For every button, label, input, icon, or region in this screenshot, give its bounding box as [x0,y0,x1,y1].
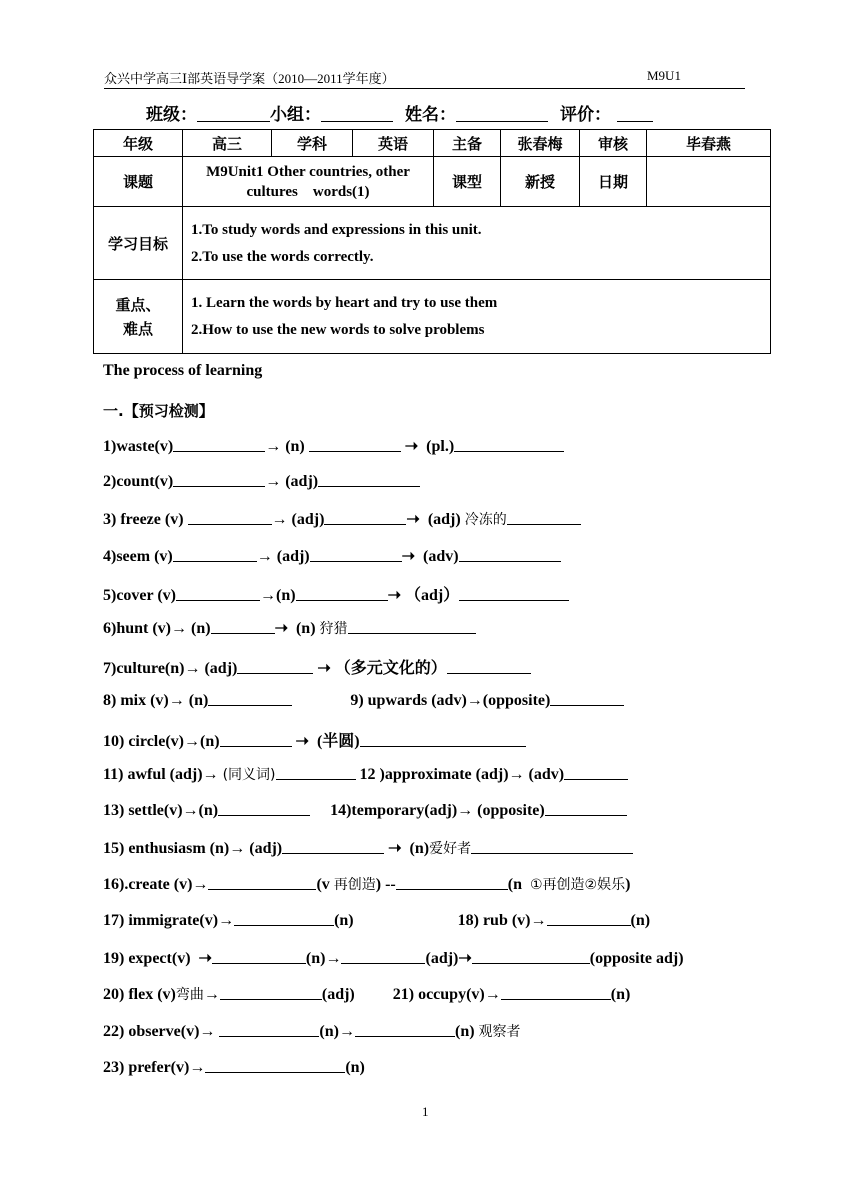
answer-blank[interactable] [396,875,508,890]
exercise-text: (n) [610,986,631,1003]
chinese-hint-text: 狩猎 [319,621,348,637]
exercise-text: ➝ (n) [384,840,430,857]
process-title: The process of learning [103,362,263,379]
key-point-item: 1. Learn the words by heart and try to use them [191,295,498,311]
lesson-info-table [93,129,771,354]
exercise-text: ) [625,876,631,893]
answer-blank[interactable] [472,949,590,964]
exercise-text: (n) [334,912,354,929]
exercise-text: 19) expect(v) ➝ [103,950,212,967]
header-unit: M9U1 [647,68,681,83]
exercise-text: 12 )approximate (adj)→ (adv) [359,766,565,783]
exercise-text: ➝ (n) [274,620,320,637]
answer-blank[interactable] [547,911,631,926]
exercise-text: 13) settle(v)→(n) [103,802,219,819]
exercise-text: (n)→ [305,950,342,967]
lead-value: 张春梅 [501,130,580,157]
topic-line-1: M9Unit1 Other countries, other [206,163,410,180]
exercise-text: (n) [345,1059,365,1076]
exercise-line-15 [103,838,633,858]
answer-blank[interactable] [459,586,569,601]
exercise-line-10 [103,728,526,751]
exercise-line-2 [103,472,420,491]
review-value: 毕春燕 [647,130,771,157]
topic-line-2: cultures words(1) [246,183,370,200]
exercise-text: ➝ (adj) [406,511,465,528]
key-points-label [94,280,183,354]
goals-label: 学习目标 [94,207,183,280]
class-blank[interactable] [197,104,270,122]
eval-label: 评价： [560,105,611,125]
exercise-text: 10) circle(v)→(n) [103,733,220,750]
exercise-text: ➝ （多元文化的） [313,660,447,677]
exercise-text: 2)count(v) [103,473,174,490]
chinese-hint-text: 爱好者 [429,841,472,857]
name-blank[interactable] [456,104,548,122]
group-blank[interactable] [321,104,393,122]
answer-blank[interactable] [564,765,628,780]
type-label: 课型 [434,157,501,207]
exercise-line-19 [103,948,684,968]
answer-blank[interactable] [205,1058,345,1073]
topic-value [183,157,434,207]
answer-blank[interactable] [212,949,306,964]
exercise-line-7 [103,655,531,678]
exercise-text: 7)culture(n)→ (adj) [103,660,238,677]
answer-blank[interactable] [348,619,476,634]
date-value [647,157,771,207]
exercise-text: 1)waste(v) [103,438,174,455]
answer-blank[interactable] [324,510,406,525]
exercise-line-13-14 [103,801,627,820]
exercise-line-11-12 [103,764,628,784]
header-title: 众兴中学高三Ⅰ部英语导学案（2010—2011学年度） [104,71,395,86]
exercise-text: → [203,986,220,1003]
exercise-text: (opposite adj) [589,950,684,967]
exercise-line-8-9 [103,691,624,710]
goal-item: 2.To use the words correctly. [191,248,374,265]
exercise-line-3 [103,509,581,529]
answer-blank[interactable] [459,547,561,562]
answer-blank[interactable] [471,839,633,854]
answer-blank[interactable] [173,547,257,562]
answer-blank[interactable] [211,619,275,634]
chinese-hint-text: ①再创造②娱乐 [529,877,626,893]
exercise-text: (n)→ [319,1023,355,1040]
exercise-text: 22) observe(v)→ [103,1023,220,1040]
exercise-text: → (adj) [256,548,310,565]
answer-blank[interactable] [173,437,265,452]
exercise-line-22 [103,1021,521,1041]
eval-blank[interactable] [617,104,653,122]
name-label: 姓名： [405,105,456,125]
student-info-row [146,100,653,125]
exercise-text: (adj) [321,986,355,1003]
exercise-text: ) -- [375,876,396,893]
exercise-text: ➝ (adv) [401,548,459,565]
exercise-text: 6)hunt (v)→ (n) [103,620,211,637]
answer-blank[interactable] [208,691,292,706]
type-value: 新授 [501,157,580,207]
exercise-text: (n) [630,912,651,929]
exercise-text: (adj)➝ [425,950,472,967]
answer-blank[interactable] [296,586,388,601]
answer-blank[interactable] [220,985,322,1000]
class-label: 班级： [146,105,197,125]
date-label: 日期 [580,157,647,207]
answer-blank[interactable] [545,801,627,816]
page-header [104,66,745,89]
goals-cell [183,207,771,280]
exercise-text: ➝ (pl.) [400,438,455,455]
subject-value: 英语 [353,130,434,157]
exercise-line-6 [103,618,476,638]
chinese-hint-text: 冷冻的 [464,512,507,528]
exercise-text: 23) prefer(v)→ [103,1059,206,1076]
exercise-line-4 [103,546,561,566]
exercise-line-5 [103,582,569,605]
exercise-text: 11) awful (adj)→ [103,766,223,783]
answer-blank[interactable] [507,510,581,525]
exercise-text: ➝ （adj） [387,587,460,604]
exercise-text: 4)seem (v) [103,548,173,565]
answer-blank[interactable] [550,691,624,706]
answer-blank[interactable] [176,586,260,601]
exercise-line-17-18 [103,911,650,930]
chinese-hint-text: (同义词) [222,767,276,783]
exercise-text: 8) mix (v)→ (n) [103,692,209,709]
answer-blank[interactable] [282,839,384,854]
answer-blank[interactable] [218,801,310,816]
key-points-cell [183,280,771,354]
exercise-text: (v [316,876,334,893]
exercise-line-23 [103,1058,365,1077]
exercise-line-16 [103,874,630,894]
exercise-text: 5)cover (v) [103,587,176,604]
answer-blank[interactable] [310,547,402,562]
answer-blank[interactable] [318,472,420,487]
exercise-text: (n) [454,1023,479,1040]
exercise-text: 20) flex (v) [103,986,176,1003]
section-title: 一.【预习检测】 [103,402,214,420]
exercise-text: →(n) [260,587,296,604]
topic-label: 课题 [94,157,183,207]
lead-label: 主备 [434,130,501,157]
exercise-text: → (n) [265,438,309,455]
key-point-item: 2.How to use the new words to solve problems [191,322,485,338]
chinese-hint-text: 弯曲 [175,987,204,1003]
answer-blank[interactable] [173,472,265,487]
answer-blank[interactable] [341,949,425,964]
answer-blank[interactable] [208,875,316,890]
exercise-line-20-21 [103,984,630,1004]
exercise-text: 14)temporary(adj)→ (opposite) [330,802,545,819]
exercise-text: 9) upwards (adv)→(opposite) [350,692,551,709]
exercise-text: ➝ (半圆) [291,733,360,750]
page-number: 1 [422,1104,429,1119]
key-label-line-2: 难点 [122,319,153,338]
exercise-text: (n [507,876,530,893]
answer-blank[interactable] [360,732,526,747]
answer-blank[interactable] [309,437,401,452]
exercise-text: 18) rub (v)→ [457,912,547,929]
answer-blank[interactable] [454,437,564,452]
group-label: 小组： [270,105,321,125]
answer-blank[interactable] [355,1022,455,1037]
exercise-text: 3) freeze (v) [103,511,188,528]
review-label: 审核 [580,130,647,157]
answer-blank[interactable] [501,985,611,1000]
answer-blank[interactable] [220,732,292,747]
exercise-text: 21) occupy(v)→ [392,986,501,1003]
grade-value: 高三 [183,130,272,157]
answer-blank[interactable] [188,510,272,525]
grade-label: 年级 [94,130,183,157]
exercise-text: → (adj) [265,473,319,490]
exercise-line-1 [103,436,564,456]
goal-item: 1.To study words and expressions in this unit. [191,221,482,238]
key-label-line-1: 重点、 [115,295,161,314]
exercise-text: 16).create (v)→ [103,876,209,893]
exercise-text: 17) immigrate(v)→ [103,912,235,929]
answer-blank[interactable] [276,765,356,780]
answer-blank[interactable] [219,1022,319,1037]
chinese-hint-text: 再创造 [333,877,376,893]
exercise-text: 15) enthusiasm (n)→ (adj) [103,840,283,857]
exercise-text: → (adj) [271,511,325,528]
answer-blank[interactable] [237,659,313,674]
answer-blank[interactable] [234,911,334,926]
chinese-hint-text: 观察者 [478,1024,521,1040]
subject-label: 学科 [272,130,353,157]
answer-blank[interactable] [447,659,531,674]
